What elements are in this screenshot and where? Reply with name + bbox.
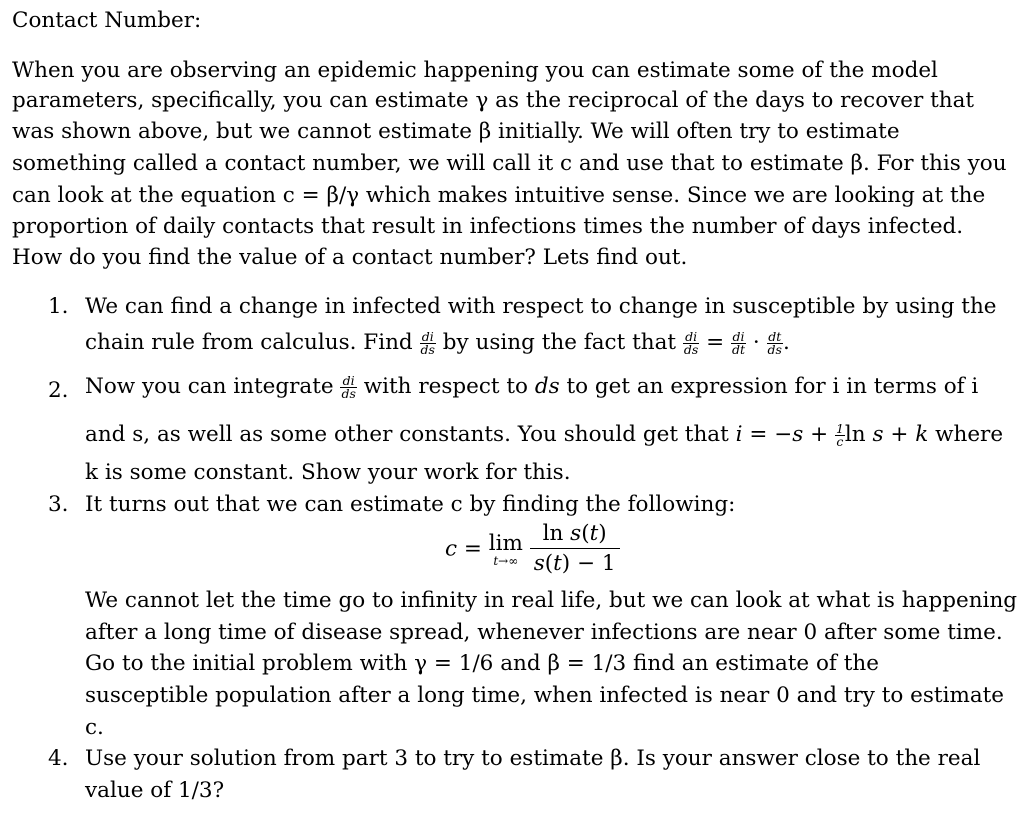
item-number: 2.	[48, 378, 69, 403]
item-text: c.	[85, 715, 104, 740]
intro-line: something called a contact number, we will call it c and use that to estimate β. For this you	[12, 151, 1007, 176]
intro-line: proportion of daily contacts that result in infections times the number of days infected.	[12, 214, 964, 239]
item-text: We can find a change in infected with respect to change in susceptible by using the	[85, 294, 997, 319]
di-ds-fraction: $\frac{di}{ds}$	[420, 328, 435, 357]
intro-line: When you are observing an epidemic happening you can estimate some of the model	[12, 58, 938, 83]
intro-line: was shown above, but we cannot estimate β initially. We will often try to estimate	[12, 119, 900, 144]
item-text: after a long time of disease spread, whenever infections are near 0 after some time.	[85, 620, 1003, 645]
item-text: Now you can integrate $\frac{di}{ds}$ with respect to ds to get an expression for i in terms of i	[85, 372, 979, 401]
item-text: Go to the initial problem with γ = 1/6 and β = 1/3 find an estimate of the	[85, 651, 879, 676]
item-text: and s, as well as some other constants. You should get that i = −s + $\frac{1}{c}$ ln s + k where	[85, 420, 1004, 449]
intro-line: can look at the equation c = β/γ which makes intuitive sense. Since we are looking at the	[12, 183, 986, 208]
item-text: chain rule from calculus. Find $\frac{di}{ds}$ by using the fact that $\frac{di}{ds}$ = $\frac{di}{dt}$ · $\frac{dt}{ds}$ .	[85, 328, 790, 357]
item-number: 4.	[48, 746, 69, 771]
item-text: We cannot let the time go to infinity in real life, but we can look at what is happening	[85, 588, 1018, 613]
item-number: 3.	[48, 492, 69, 517]
intro-line: How do you find the value of a contact number? Lets find out.	[12, 245, 688, 270]
item-text: Use your solution from part 3 to try to estimate β. Is your answer close to the real	[85, 746, 981, 771]
intro-line: parameters, specifically, you can estimate γ as the reciprocal of the days to recover that	[12, 88, 975, 113]
section-heading: Contact Number:	[12, 8, 202, 33]
item-text: k is some constant. Show your work for this.	[85, 460, 571, 485]
item-text: value of 1/3?	[85, 778, 225, 803]
item-number: 1.	[48, 294, 69, 319]
item-text: It turns out that we can estimate c by finding the following:	[85, 492, 736, 517]
limit-equation: c = lim t→∞ $\frac{\text{ln s(t)}}{s(t) - 1}$	[445, 520, 620, 579]
item-text: susceptible population after a long time, when infected is near 0 and try to estimate	[85, 683, 1005, 708]
